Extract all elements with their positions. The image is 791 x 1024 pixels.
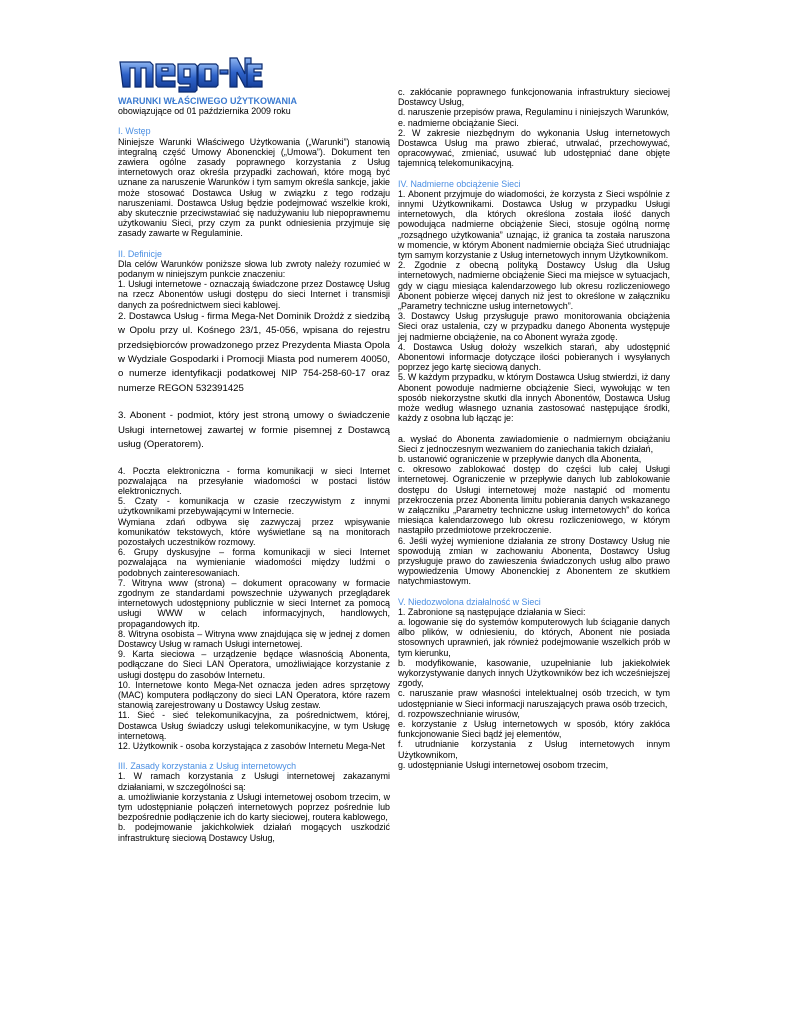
definition-item: 6. Grupy dyskusyjne – forma komunikacji w sieci Internet pozwalająca na wymienianie wiadomości między ludźmi o podobnych zainteresowaniach.: [118, 547, 390, 578]
definition-item: 7. Witryna www (strona) – dokument opracowany w formacie zgodnym ze standardami powszechnie używanych przeglądarek internetowych udostępniony publicznie w sieci Internet za pomocą usługi WWW w celach informacyjnych, handlowych, propagandowych itp.: [118, 577, 390, 629]
list-item: d. naruszenie przepisów prawa, Regulaminu i niniejszych Warunków,: [398, 107, 669, 118]
list-item: c. okresowo zablokować dostęp do części lub całej Usługi internetowej. Ograniczenie w przepływie danych lub zablokowanie dostępu do Usługi internetowej może nastąpić od momentu przekroczenia przez Abonenta limitu pobierania danych wskazanego w załączniku „Parametry techniczne usług internetowych” do końca miesiąca kalendarzowego lub okresu rozliczeniowego, w którym nastąpiło przedmiotowe przekroczenie.: [398, 464, 670, 536]
right-column: [398, 87, 670, 770]
paragraph: 2. W zakresie niezbędnym do wykonania Usług internetowych Dostawca Usług ma prawo zbierać, utrwalać, przechowywać, opracowywać, zmieniać, usuwać lub udostępniać dane objęte tajemnicą telekomunikacyjną.: [398, 127, 670, 169]
list-item: a. umożliwianie korzystania z Usługi internetowej osobom trzecim, w tym udostępnianie połączeń internetowych poprzez pośrednie lub bezpośrednie podłączenie ich do karty sieciowej, routera kablowego,: [118, 791, 390, 823]
list-item: f. utrudnianie korzystania z Usług internetowych innym Użytkownikom,: [398, 739, 670, 760]
left-column: [118, 96, 390, 843]
paragraph: 1. Zabronione są następujące działania w Sieci:: [398, 606, 586, 617]
paragraph: 3. Dostawcy Usług przysługuje prawo monitorowania obciążenia Sieci oraz ustalenia, czy w przypadku danego Abonenta występuje jej nadmierne obciążenie, na co Abonent wyraża zgodę.: [398, 311, 670, 342]
section-heading-4: IV. Nadmierne obciążenie Sieci: [398, 178, 521, 189]
list-item: g. udostępnianie Usługi internetowej osobom trzecim,: [398, 759, 609, 770]
definition-item: 2. Dostawca Usług - firma Mega-Net Dominik Drożdż z siedzibą w Opolu przy ul. Kośnego 23/1, 45-056, wpisana do rejestru przedsiębiorców prowadzonego przez Prezydenta Miasta Opola w Wydziale Gospodarki i Promocji Miasta pod numerem 40050, o numerze identyfikacji podatkowej NIP 754-258-60-17 oraz numerze REGON 532391425: [118, 310, 390, 394]
list-item: b. modyfikowanie, kasowanie, uzupełnianie lub jakiekolwiek wykorzystywanie danych innych Użytkowników bez ich wcześniejszej zgody,: [398, 657, 670, 689]
document-title: WARUNKI WŁAŚCIWEGO UŻYTKOWANIA: [118, 96, 297, 106]
definition-item: 1. Usługi internetowe - oznaczają świadczone przez Dostawcę Usług na rzecz Abonentów usługi dostępu do sieci Internet i transmisji danych za pośrednictwem sieci kablowej.: [118, 279, 390, 310]
list-item: a. logowanie się do systemów komputerowych lub ściąganie danych albo plików, w odniesieniu, do których, Abonent nie posiada stosownych uprawnień, jak również podejmowanie wszelkich prób w tym kierunku,: [398, 616, 670, 658]
document-subtitle: obowiązujące od 01 października 2009 roku: [118, 106, 291, 117]
definition-item: 4. Poczta elektroniczna - forma komunikacji w sieci Internet pozwalająca na przesyłanie wiadomości w postaci listów elektronicznych.: [118, 465, 390, 496]
definition-item: 12. Użytkownik - osoba korzystająca z zasobów Internetu Mega-Net: [118, 741, 385, 751]
section-heading-1: I. Wstęp: [118, 126, 151, 137]
paragraph: 1. W ramach korzystania z Usługi internetowej zakazanymi działaniami, w szczególności są:: [118, 771, 390, 792]
list-item: c. naruszanie praw własności intelektualnej osób trzecich, w tym udostępnianie w Sieci informacji naruszających prawa osób trzecich,: [398, 688, 670, 709]
definition-item: 10. Internetowe konto Mega-Net oznacza jeden adres sprzętowy (MAC) komputera podłączony do sieci LAN Operatora, które razem stanowią zarejestrowany u Dostawcy Usług zestaw.: [118, 679, 390, 711]
paragraph: 6. Jeśli wyżej wymienione działania ze strony Dostawcy Usług nie spowodują zmian w zachowaniu Abonenta, Dostawcy Usług przysługuje prawo do zawieszenia świadczonych usług albo prawo wypowiedzenia Umowy Abonenckiej z Abonentem ze skutkiem natychmiastowym.: [398, 535, 670, 587]
list-item: e. nadmierne obciążanie Sieci.: [398, 117, 519, 128]
paragraph: 2. Zgodnie z obecną polityką Dostawcy Usług dla Usług internetowych, nadmierne obciążenie Sieci ma miejsce w sytuacjach, gdy w ciągu miesiąca kalendarzowego lub okresu rozliczeniowego Abonent pobierze więcej danych niż jest to określone w załączniku „Parametry techniczne usług internetowych”.: [398, 260, 670, 312]
paragraph: 5. W każdym przypadku, w którym Dostawca Usług stwierdzi, iż dany Abonent powoduje nadmierne obciążenie Sieci, wywołując w ten sposób niekorzystne skutki dla innych Abonentów, Dostawca Usług może według własnego uznania zastosować następujące środki, każdy z osobna lub łącząc je:: [398, 372, 670, 424]
section-heading-3: III. Zasady korzystania z Usług internetowych: [118, 761, 297, 772]
paragraph: 1. Abonent przyjmuje do wiadomości, że korzysta z Sieci wspólnie z innymi Użytkownikami. Dostawca Usług w przypadku Usługi internetowych, dla których określona została ilość danych powodująca nadmierne obciążenie Sieci, stosuje ogólną normę „rozsądnego użytkowania” uznając, iż granica ta została naruszona w momencie, w którym Abonent nadmiernie obciąża Sieć utrudniając tym samym korzystanie z Usług internetowych innym Użytkownikom.: [398, 188, 670, 261]
paragraph: Niniejsze Warunki Właściwego Użytkowania („Warunki”) stanowią integralną część Umowy Abonenckiej („Umowa”). Dokument ten zawiera ogólne zasady poprawnego korzystania z Usług internetowych oraz określa przypadki zachowań, które mogą być uznane za naruszenie Warunków i tym samym określa sankcje, jakie może stosować Dostawca Usług w związku z tego rodzaju naruszeniami. Dostawca Usług będzie podejmować wszelkie kroki, aby skutecznie przeciwstawiać się nadużywaniu lub niepoprawnemu użytkowaniu Sieci, przy czym za punkt odniesienia przyjmuje się zasady zawarte w Regulaminie.: [118, 136, 390, 239]
paragraph: Dla celów Warunków poniższe słowa lub zwroty należy rozumieć w podanym w niniejszym punkcie znaczeniu:: [118, 258, 390, 280]
section-heading-2: II. Definicje: [118, 248, 162, 259]
list-item: a. wysłać do Abonenta zawiadomienie o nadmiernym obciążaniu Sieci z jednoczesnym wezwaniem do zaniechania takich działań,: [398, 433, 670, 454]
paragraph: 4. Dostawca Usług dołoży wszelkich starań, aby udostępnić Abonentowi informacje dotyczące ilości pobieranych i wysyłanych poprzez jego kartę sieciową danych.: [398, 341, 670, 373]
list-item: b. ustanowić ograniczenie w przepływie danych dla Abonenta,: [398, 453, 642, 464]
list-item: b. podejmowanie jakichkolwiek działań mogących uszkodzić infrastrukturę sieciową Dostawcy Usług,: [118, 822, 390, 843]
definition-item: 11. Sieć - sieć telekomunikacyjna, za pośrednictwem, której, Dostawca Usług świadczy usługi telekomunikacyjne, w tym Usługę internetową.: [118, 710, 390, 741]
definition-item: 9. Karta sieciowa – urządzenie będące własnością Abonenta, podłączane do Sieci LAN Operatora, umożliwiające korzystanie z usługi dostępu do zasobów Internetu.: [118, 649, 390, 680]
definition-item: 5. Czaty - komunikacja w czasie rzeczywistym z innymi użytkownikami przebywającymi w Internecie.: [118, 496, 390, 517]
definition-item: 8. Witryna osobista – Witryna www znajdująca się w jednej z domen Dostawcy Usług w ramach Usługi internetowej.: [118, 628, 390, 649]
list-item: d. rozpowszechnianie wirusów,: [398, 708, 520, 719]
section-heading-5: V. Niedozwolona działalność w Sieci: [398, 596, 541, 607]
definition-item: 3. Abonent - podmiot, który jest stroną umowy o świadczenie Usługi internetowej zawartej w formie pisemnej z Dostawcą usług (Operatorem).: [118, 410, 390, 451]
list-item: e. korzystanie z Usług internetowych w sposób, który zakłóca funkcjonowanie Sieci bądź jej elementów,: [398, 718, 670, 740]
mega-net-logo: [118, 52, 264, 96]
definition-item: Wymiana zdań odbywa się zazwyczaj przez wpisywanie komunikatów tekstowych, które wyświetlane są na monitorach pozostałych uczestników rozmowy.: [118, 516, 390, 547]
list-item: c. zakłócanie poprawnego funkcjonowania infrastruktury sieciowej Dostawcy Usług,: [398, 87, 670, 108]
